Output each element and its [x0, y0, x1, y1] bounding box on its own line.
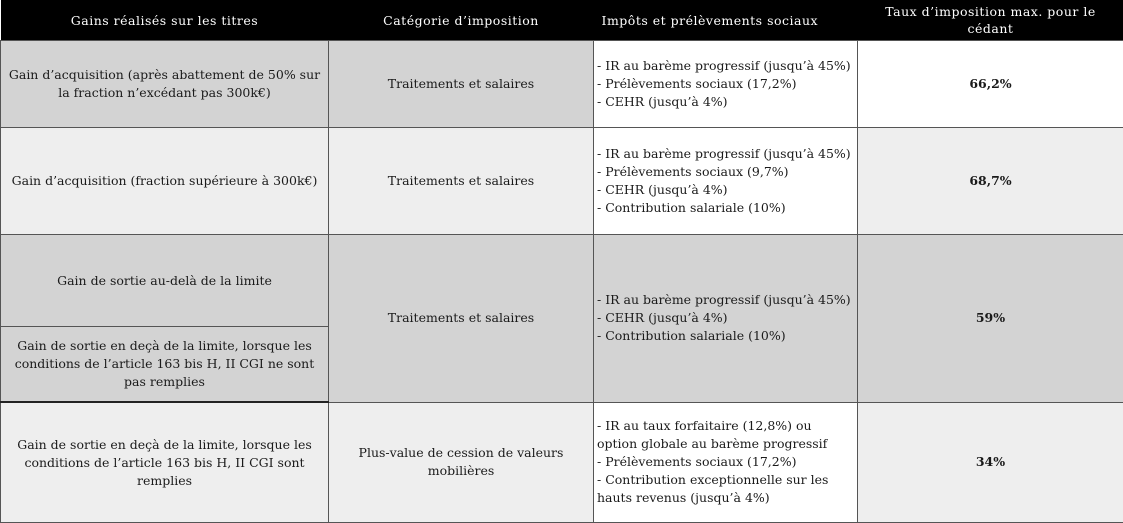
gain-cell: Gain de sortie au-delà de la limite — [1, 235, 329, 327]
table-row — [1, 402, 1123, 523]
tax-item: - Prélèvements sociaux (17,2%) — [597, 453, 853, 471]
rate-cell: 66,2% — [858, 41, 1123, 128]
gain-cell: Gain de sortie en deçà de la limite, lorsque les conditions de l’article 163 bis H, II CGI sont remplies — [1, 402, 329, 523]
tax-item: - Prélèvements sociaux (9,7%) — [597, 163, 853, 181]
tax-item: - CEHR (jusqu’à 4%) — [597, 181, 853, 199]
header-max-rate: Taux d’imposition max. pour le cédant — [858, 0, 1123, 41]
category-cell: Traitements et salaires — [329, 41, 594, 128]
category-cell: Traitements et salaires — [329, 128, 594, 235]
rate-cell: 59% — [858, 235, 1123, 403]
table-row — [1, 128, 1123, 235]
taxes-cell — [594, 128, 858, 235]
tax-item: - Prélèvements sociaux (17,2%) — [597, 75, 853, 93]
tax-item: - Contribution exceptionnelle sur les hauts revenus (jusqu’à 4%) — [597, 471, 853, 507]
tax-item: - Contribution salariale (10%) — [597, 327, 853, 345]
rate-cell: 68,7% — [858, 128, 1123, 235]
tax-item: - Contribution salariale (10%) — [597, 199, 853, 217]
header-gains: Gains réalisés sur les titres — [1, 0, 329, 41]
header-row — [1, 0, 1123, 41]
rate-cell: 34% — [858, 402, 1123, 523]
header-taxes: Impôts et prélèvements sociaux — [594, 0, 858, 41]
tax-item: - IR au barème progressif (jusqu’à 45%) — [597, 291, 853, 309]
category-cell: Plus-value de cession de valeurs mobilières — [329, 402, 594, 523]
taxes-cell — [594, 41, 858, 128]
tax-item: - IR au barème progressif (jusqu’à 45%) — [597, 145, 853, 163]
taxes-cell — [594, 402, 858, 523]
tax-item: - CEHR (jusqu’à 4%) — [597, 309, 853, 327]
table-row — [1, 41, 1123, 128]
gain-cell: Gain d’acquisition (fraction supérieure à 300k€) — [1, 128, 329, 235]
table-row — [1, 235, 1123, 327]
gain-cell: Gain de sortie en deçà de la limite, lorsque les conditions de l’article 163 bis H, II CGI ne sont pas remplies — [1, 327, 329, 403]
tax-item: - IR au taux forfaitaire (12,8%) ou option globale au barème progressif — [597, 417, 853, 453]
tax-item: - IR au barème progressif (jusqu’à 45%) — [597, 57, 853, 75]
category-cell: Traitements et salaires — [329, 235, 594, 403]
tax-item: - CEHR (jusqu’à 4%) — [597, 93, 853, 111]
taxes-cell — [594, 235, 858, 403]
header-category: Catégorie d’imposition — [329, 0, 594, 41]
gain-cell: Gain d’acquisition (après abattement de 50% sur la fraction n’excédant pas 300k€) — [1, 41, 329, 128]
